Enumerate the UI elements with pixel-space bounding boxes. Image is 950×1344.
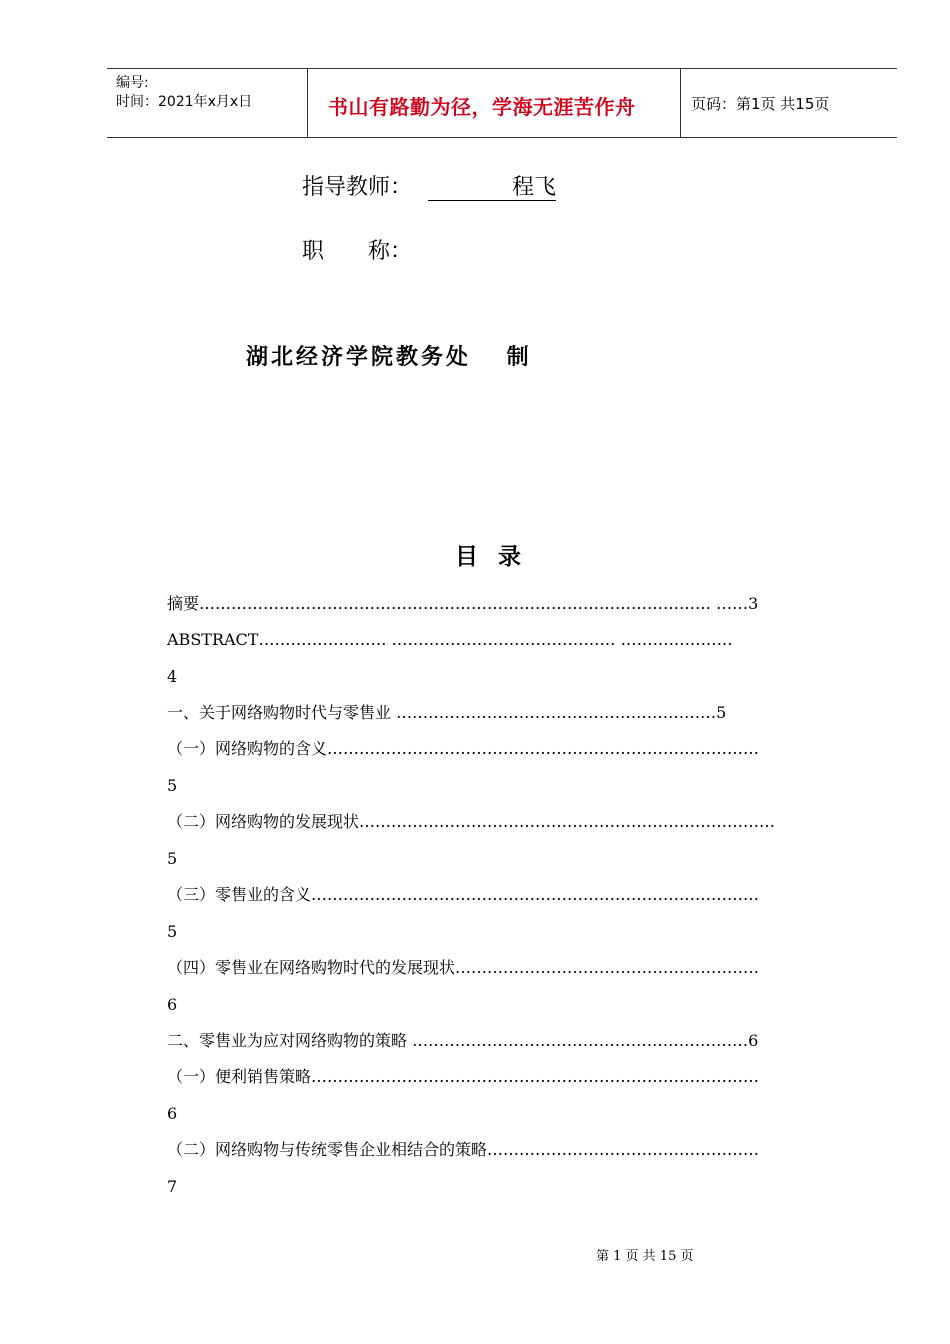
advisor-name: 程飞 (428, 170, 556, 201)
title-label: 职 称： (302, 239, 413, 264)
toc-page-number: 5 (167, 922, 178, 941)
toc-page-number: 6 (167, 995, 178, 1014)
toc-entry: （一）便利销售策略………………………………………………………………………… (167, 1067, 760, 1086)
slogan-text: 书山有路勤为径，学海无涯苦作舟 (328, 95, 636, 119)
advisor-label: 指导教师： (302, 175, 413, 200)
page-info: 页码：第1页 共15页 (691, 95, 830, 113)
issuer-text: 湖北经济学院教务处 制 (246, 345, 532, 370)
toc-entry: 摘要…………………………………………………………………………………… ……3 (167, 594, 759, 613)
serial-label: 编号: (116, 75, 149, 91)
toc-entry: （三）零售业的含义………………………………………………………………………… (167, 885, 760, 904)
toc-page-number: 4 (167, 667, 178, 686)
page-footer: 第 1 页 共 15 页 (596, 1249, 694, 1264)
toc-page-number: 6 (167, 1104, 178, 1123)
toc-heading: 目录 (455, 544, 541, 570)
time-label: 时间：2021年x月x日 (116, 94, 253, 110)
toc-page-number: 5 (167, 849, 178, 868)
toc-entry: （一）网络购物的含义……………………………………………………………………… (167, 739, 760, 758)
toc-entry: 一、关于网络购物时代与零售业 ……………………………………………………5 (167, 703, 727, 722)
toc-entry: （四）零售业在网络购物时代的发展现状………………………………………………… (167, 958, 760, 977)
toc-entry: （二）网络购物与传统零售企业相结合的策略…………………………………………… (167, 1140, 760, 1159)
toc-page-number: 5 (167, 776, 178, 795)
toc-page-number: 7 (167, 1177, 178, 1196)
toc-entry: （二）网络购物的发展现状…………………………………………………………………… (167, 812, 776, 831)
toc-entry: ABSTRACT…………………… …………………………………… ………………… (167, 630, 733, 649)
toc-entry: 二、零售业为应对网络购物的策略 ………………………………………………………6 (167, 1031, 759, 1050)
